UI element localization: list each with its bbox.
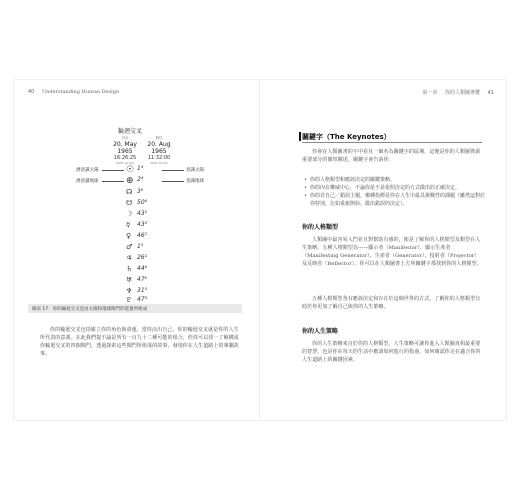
planet-row-uranus xyxy=(126,276,166,287)
strategy-paragraph: 你的人生策略來自於你的人格類型。人生策略可讓你進入人類圖真相最重要的智慧，也是你在每天的生活中應該如何進行的指南，如何確認你走在適合你的人生道路上的關鍵因素。 xyxy=(302,341,481,363)
figure-caption-text: 圖表 17：你的輪迴交叉是由太陽和地球閘門的能量所組成 xyxy=(32,307,148,312)
design-column xyxy=(110,136,140,165)
pluto-gate: 47³ xyxy=(137,296,148,303)
right-page-number: 41 xyxy=(487,90,494,96)
list-item: • 你的人格類型和應該決定的關鍵策略。 xyxy=(304,176,486,184)
personality-column-head: 個性 xyxy=(155,136,163,140)
mars-gate: 1⁵ xyxy=(137,243,144,250)
planet-row-north-node xyxy=(126,188,166,199)
list-item: • 你的非自己／錯誤主題，哪種指標是你在人生中最具挑戰性的課題（雖然這對於你特別，比如重新開始、做出錯誤的決定）。 xyxy=(304,192,486,208)
chapter-label: 第一章 xyxy=(422,90,438,96)
uranus-icon: ♅ xyxy=(126,276,133,284)
figure-caption xyxy=(28,304,242,313)
north-node-icon: ☊ xyxy=(126,188,133,196)
earth-gate: 2⁴ xyxy=(137,176,144,183)
planet-row-sun xyxy=(126,165,166,176)
personality-zone: (GMT-10:00) xyxy=(149,161,169,165)
earth-icon: ⊕ xyxy=(126,176,134,186)
section-heading-bar xyxy=(299,132,301,141)
venus-icon: ♀ xyxy=(126,232,132,240)
mercury-icon: ☿ xyxy=(126,221,131,229)
mars-icon: ♂ xyxy=(126,243,133,251)
design-zone: (GMT-10:00) xyxy=(115,161,135,165)
design-earth-leader xyxy=(102,181,124,182)
design-earth-label: 潛意識地球 xyxy=(76,179,99,184)
book-spread xyxy=(14,80,506,420)
jupiter-icon: ♃ xyxy=(126,254,133,262)
south-node-gate: 50⁶ xyxy=(137,199,148,206)
personality-sun-label: 意識太陽 xyxy=(186,168,204,173)
left-body-paragraph: 你的輪迴交叉包括確立你的角色與命運，當你活出自己，你的輪迴交叉就是你的人生所代表的意義。在此我們提不論是所有一百九十二種可能的組合，但你可以找一了解構成你輪迴交叉的四個閘門，透過探索這些閘門所組成的故事，發現你在人生道路上的專屬故事。 xyxy=(40,327,239,357)
moon-gate: 43¹ xyxy=(137,210,148,217)
planet-row-mercury xyxy=(126,221,166,232)
planet-row-mars xyxy=(126,243,166,254)
neptune-gate: 31⁵ xyxy=(137,287,148,294)
right-running-head xyxy=(416,89,494,96)
left-page-number: 40 xyxy=(28,89,35,95)
design-column-head: 設計 xyxy=(121,136,129,140)
design-sun-label: 潛意識太陽 xyxy=(76,168,99,173)
sun-icon: ☉ xyxy=(126,165,135,175)
design-date: 20. May 1965 xyxy=(113,141,137,155)
pluto-icon: ♇ xyxy=(126,296,133,304)
personality-date: 20. Aug 1965 xyxy=(147,141,171,155)
planet-row-earth xyxy=(126,176,166,187)
jupiter-gate: 26¹ xyxy=(137,254,148,261)
design-time: 16:26:25 xyxy=(113,155,137,161)
sun-gate: 1⁴ xyxy=(137,165,144,172)
list-item: • 你的內在權威中心，不論你是不是依照決定的方式做出的正確決定。 xyxy=(304,184,486,192)
planet-row-venus xyxy=(126,232,166,243)
keynotes-bullet-list xyxy=(304,176,486,208)
design-sun-leader xyxy=(102,170,124,171)
personality-time: 11:32:00 xyxy=(147,155,171,161)
saturn-icon: ♄ xyxy=(126,265,133,273)
planet-row-moon xyxy=(126,210,166,221)
type-paragraph-2: 五種人格類型各有應該決定和存在於這個世界的方式。了解你的人格類型有助於你更加了解自己與你的人生策略。 xyxy=(302,296,481,310)
neptune-icon: ♆ xyxy=(126,287,133,295)
left-running-title: Understanding Human Design xyxy=(41,89,120,95)
planet-row-jupiter xyxy=(126,254,166,265)
planet-row-saturn xyxy=(126,265,166,276)
right-page xyxy=(260,80,506,420)
south-node-icon: ☋ xyxy=(126,199,133,207)
section-heading-rule xyxy=(302,142,482,143)
left-running-head xyxy=(28,89,119,95)
chapter-title: 你的人類圖導覽 xyxy=(445,90,481,96)
north-node-gate: 3⁶ xyxy=(137,188,144,195)
uranus-gate: 47⁶ xyxy=(137,276,148,283)
type-heading: 你的人格類型 xyxy=(302,224,339,231)
figure-title: 輪迴交叉 xyxy=(118,128,143,135)
venus-gate: 46¹ xyxy=(137,232,148,239)
type-paragraph: 人類圖中最容易入門並且對幫助有感的，便是了解你的人格類型及類型在人生策略，五種人格類型為——顯示者（Manifestor）、顯示生產者（Manifesting Generator）、生產者（Generator）、投射者（Projector）及反映者（Reflector）。你可以在人類圖書上方所關鍵字那找到你的人格類型。 xyxy=(302,237,482,267)
saturn-gate: 44⁶ xyxy=(137,265,148,272)
mercury-gate: 43² xyxy=(137,221,148,228)
strategy-heading: 你的人生策略 xyxy=(302,328,339,335)
keynotes-heading: 關鍵字（The Keynotes） xyxy=(302,133,391,141)
personality-earth-label: 意識地球 xyxy=(186,179,204,184)
personality-column xyxy=(144,136,174,165)
keynotes-intro: 你會在人類圖書的字中看見一個名為關鍵字的區塊，這便是你的人類圖資源重要部分的簡短陳述，關鍵字會告訴你： xyxy=(302,149,481,163)
moon-icon: ☽ xyxy=(126,210,133,218)
left-page xyxy=(14,80,260,420)
planet-row-south-node xyxy=(126,199,166,210)
